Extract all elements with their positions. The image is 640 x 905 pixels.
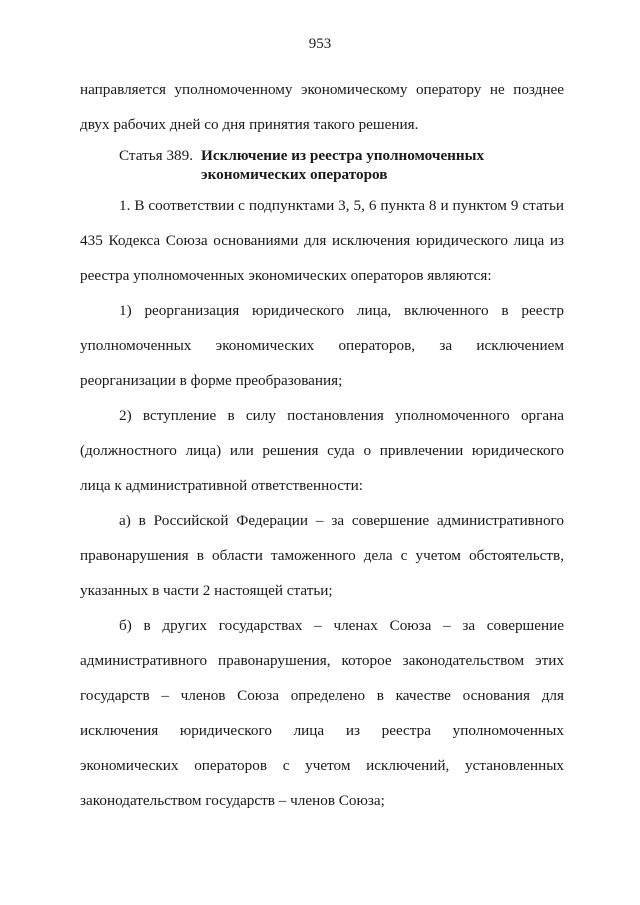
- paragraph-item-2: 2) вступление в силу постановления уполномоченного органа (должностного лица) или решения суда о привлечении юридического лица к административной ответственности:: [80, 407, 564, 494]
- page-number: 953: [308, 36, 332, 52]
- article-heading: [80, 146, 564, 184]
- paragraph-subitem-b: б) в других государствах – членах Союза – за совершение административного правонарушения, которое законодательством этих государств – членов Союза определено в качестве основания для исключения юридического лица из реестра уполномоченных экономических операторов с учетом исключений, установленных законодательством государств – членов Союза;: [80, 617, 564, 809]
- paragraph-item-1: 1) реорганизация юридического лица, включенного в реестр уполномоченных экономических операторов, за исключением реорганизации в форме преобразования;: [80, 302, 564, 389]
- paragraph-1: 1. В соответствии с подпунктами 3, 5, 6 пункта 8 и пунктом 9 статьи 435 Кодекса Союза основаниями для исключения юридического лица из реестра уполномоченных экономических операторов являются:: [80, 197, 564, 284]
- article-title-line1: Исключение из реестра уполномоченных: [201, 147, 485, 164]
- paragraph-subitem-a: а) в Российской Федерации – за совершение административного правонарушения в области таможенного дела с учетом обстоятельств, указанных в части 2 настоящей статьи;: [80, 512, 564, 599]
- article-label: Статья 389.: [119, 147, 194, 164]
- document-body: [80, 72, 564, 818]
- article-title: [201, 146, 484, 184]
- intro-paragraph: направляется уполномоченному экономическому оператору не позднее двух рабочих дней со дня принятия такого решения.: [80, 81, 564, 133]
- article-title-line2: экономических операторов: [201, 166, 388, 183]
